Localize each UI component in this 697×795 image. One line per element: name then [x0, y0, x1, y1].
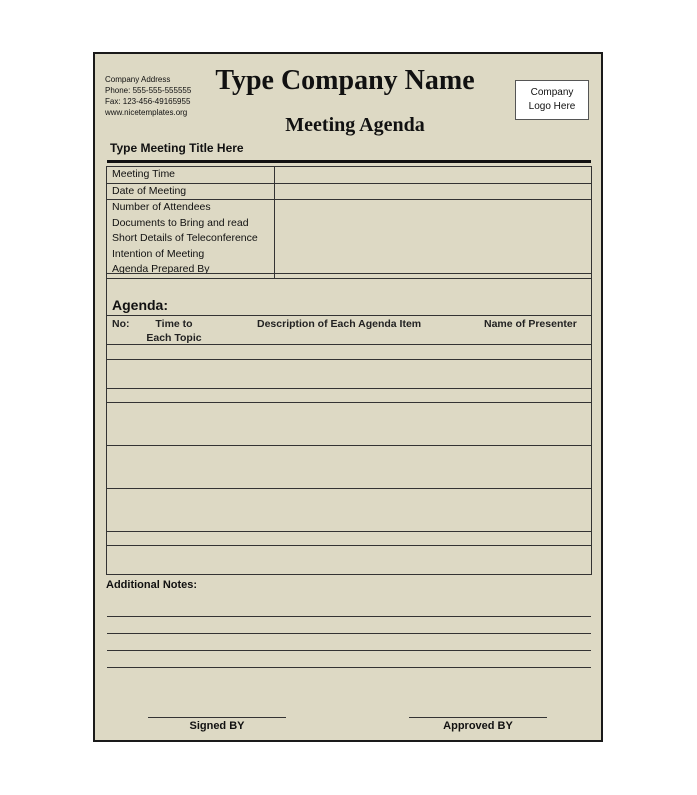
company-fax: Fax: 123-456-49165955 — [105, 97, 191, 106]
column-header-description: Description of Each Agenda Item — [257, 318, 422, 330]
column-header-time — [144, 317, 204, 345]
agenda-row[interactable] — [107, 446, 591, 489]
company-website: www.nicetemplates.org — [105, 108, 188, 117]
agenda-row[interactable] — [107, 532, 591, 546]
logo-text-line-1: Company — [530, 87, 574, 98]
note-line[interactable] — [107, 633, 591, 634]
approved-by-line[interactable] — [409, 717, 547, 718]
agenda-table — [106, 273, 592, 575]
approved-by-label: Approved BY — [443, 720, 513, 732]
agenda-header-row — [107, 315, 591, 345]
title-divider — [107, 160, 591, 163]
agenda-page — [93, 52, 603, 742]
agenda-row[interactable] — [107, 345, 591, 360]
column-header-no: No: — [112, 318, 130, 330]
company-address: Company Address — [105, 75, 171, 84]
meeting-info-table — [106, 166, 592, 279]
agenda-heading: Agenda: — [112, 297, 168, 313]
agenda-row[interactable] — [107, 403, 591, 446]
info-value-field[interactable] — [275, 167, 592, 184]
info-row-date — [107, 183, 592, 200]
column-header-presenter: Name of Presenter — [484, 318, 577, 330]
company-name[interactable]: Type Company Name — [215, 65, 475, 96]
info-label: Date of Meeting — [107, 183, 275, 200]
info-label: Intention of Meeting — [112, 247, 205, 260]
note-line[interactable] — [107, 667, 591, 668]
info-row-details — [107, 200, 592, 279]
info-label: Meeting Time — [107, 167, 275, 184]
agenda-row[interactable] — [107, 546, 591, 574]
signed-by-line[interactable] — [148, 717, 286, 718]
company-logo-placeholder[interactable] — [515, 80, 589, 120]
info-label: Documents to Bring and read — [112, 216, 249, 229]
info-row-meeting-time — [107, 167, 592, 184]
info-label: Agenda Prepared By — [112, 263, 210, 275]
additional-notes-label: Additional Notes: — [106, 579, 198, 591]
document-title: Meeting Agenda — [285, 114, 425, 136]
info-label: Number of Attendees — [112, 201, 211, 213]
agenda-row[interactable] — [107, 389, 591, 403]
info-label-group — [107, 200, 275, 279]
agenda-row[interactable] — [107, 360, 591, 389]
logo-text-line-2: Logo Here — [528, 101, 576, 112]
column-header-time-line2: Each Topic — [146, 332, 202, 344]
meeting-title[interactable]: Type Meeting Title Here — [110, 141, 244, 155]
note-line[interactable] — [107, 650, 591, 651]
note-line[interactable] — [107, 616, 591, 617]
company-address-block — [105, 74, 191, 118]
column-header-time-line1: Time to — [155, 318, 193, 330]
company-phone: Phone: 555-555-555555 — [105, 86, 192, 95]
info-label: Short Details of Teleconference — [112, 232, 258, 244]
signed-by-label: Signed BY — [189, 720, 245, 732]
info-value-field[interactable] — [275, 200, 592, 279]
agenda-row[interactable] — [107, 489, 591, 532]
info-value-field[interactable] — [275, 183, 592, 200]
